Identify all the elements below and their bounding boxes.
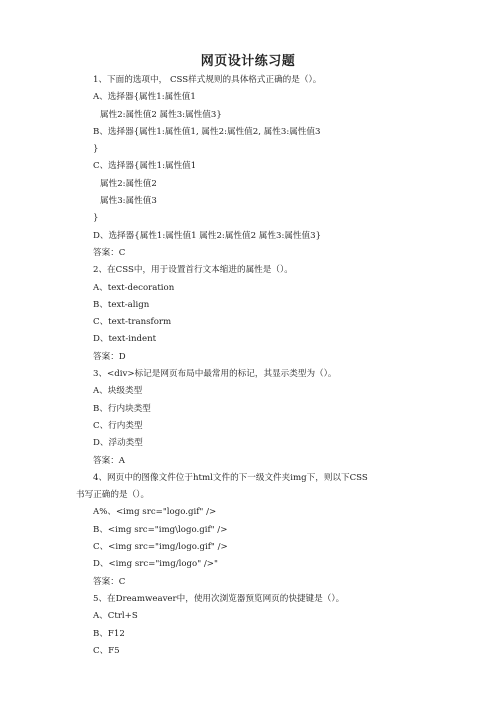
q3-option-c: C、行内类型 <box>93 420 143 431</box>
q2-answer: 答案：D <box>93 351 126 362</box>
q1-option-c-cont1: 属性2:属性值2 <box>100 178 157 189</box>
question-list <box>0 72 496 660</box>
question-4-cont: 书写正确的是（）。 <box>76 490 150 501</box>
q3-option-b: B、行内块类型 <box>93 403 151 414</box>
q5-option-b: B、F12 <box>93 628 125 639</box>
document-title: 网页设计练习题 <box>200 54 296 69</box>
q1-answer: 答案：C <box>93 247 126 258</box>
q2-option-c: C、text-transform <box>93 317 172 328</box>
q1-option-c: C、选择器{属性1:属性值1 <box>93 161 197 172</box>
question-2: 2、在CSS中，用于设置首行文本缩进的属性是（）。 <box>93 265 293 276</box>
question-5: 5、在Dreamweaver中，使用次浏览器预览网页的快捷键是（）。 <box>93 593 345 604</box>
q3-option-a: A、块级类型 <box>93 386 143 397</box>
q3-answer: 答案：A <box>93 455 125 466</box>
q1-option-b: B、选择器{属性1:属性值1, 属性2:属性值2, 属性3:属性值3 <box>93 126 321 137</box>
q2-option-b: B、text-align <box>93 299 150 310</box>
q1-option-a: A、选择器{属性1:属性值1 <box>93 92 196 103</box>
q4-option-a: A%、<img src="logo.gif" /> <box>93 507 217 518</box>
q4-option-b: B、<img src="img\logo.gif" /> <box>93 524 228 535</box>
question-1: 1、下面的选项中， CSS样式规则的具体格式正确的是（）。 <box>93 75 322 85</box>
question-4: 4、网页中的图像文件位于html文件的下一级文件夹img下，则以下CSS <box>93 472 368 483</box>
q4-answer: 答案：C <box>93 576 126 587</box>
q1-option-d: D、选择器{属性1:属性值1 属性2:属性值2 属性3:属性值3} <box>93 230 322 241</box>
q5-option-c: C、F5 <box>93 645 120 656</box>
q1-option-b-close: } <box>93 144 99 155</box>
question-3: 3、<div>标记是网页布局中最常用的标记，其显示类型为（）。 <box>93 369 337 380</box>
q4-option-c: C、<img src="img/logo.gif" /> <box>93 542 228 553</box>
q1-option-a-cont: 属性2:属性值2 属性3:属性值3} <box>100 109 222 120</box>
q4-option-d: D、<img src="img/logo" />" <box>93 559 218 570</box>
q3-option-d: D、浮动类型 <box>93 438 143 449</box>
q5-option-a: A、Ctrl+S <box>93 611 138 622</box>
q2-option-d: D、text-indent <box>93 334 157 345</box>
q1-option-c-cont2: 属性3:属性值3 <box>100 196 157 207</box>
q1-option-c-close: } <box>93 213 99 224</box>
q2-option-a: A、text-decoration <box>93 282 175 293</box>
